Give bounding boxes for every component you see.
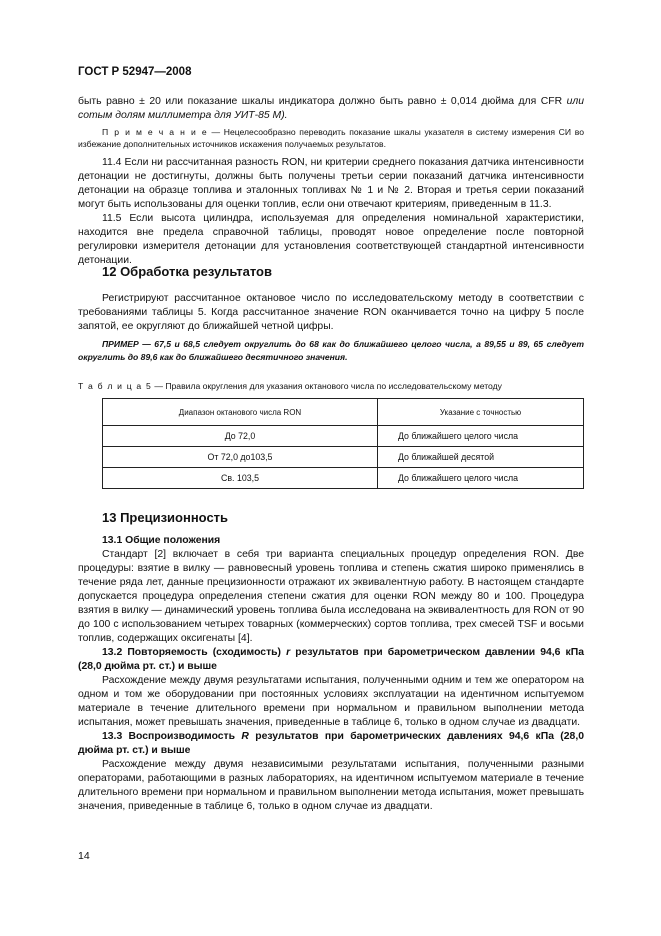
title-part: 13.2 Повторяемость (сходимость)	[102, 647, 287, 658]
table-header-precision: Указание с точностью	[378, 399, 584, 426]
paragraph-continuation	[78, 95, 584, 123]
section-13-1-text: Стандарт [2] включает в себя три варианта специальных процедур определения RON. Две процедуры: взятие в вилку — равновесный уровень топлива и степень сжатия широко применялись в течение ряда лет, данные прецизионности отражают их эквивалентную работу. В настоящем стандарте допускается процедура определения степени сжатия для оценки RON между 80 и 100. Процедура взятия в вилку — динамический уровень топлива была исследована на эквивалентность для RON от 90 до 100 с использованием четырех товарных (коммерческих) сортов топлива, трех смесей TSF и восьми топлив, содержащих оксигенаты [4].	[78, 549, 584, 644]
section-12-paragraph: Регистрируют рассчитанное октановое число по исследовательскому методу в соответствии с требованиями таблицы 5. Когда рассчитанное значение RON оканчивается точно на цифру 5 после запятой, ее округляют до ближайшей четной цифры.	[78, 293, 584, 332]
table-row	[103, 447, 584, 468]
paragraph-italic: или сотым долям миллиметра для УИТ-85 М).	[78, 96, 584, 121]
table-cell: До 72,0	[103, 426, 378, 447]
note-text: — Нецелесообразно переводить показание шкалы указателя в систему измерения СИ во избежание дополнительных источников искажения получаемых результатов.	[78, 127, 584, 149]
section-13-2-title	[78, 646, 584, 674]
table-caption-text: — Правила округления для указания октанового числа по исследовательскому методу	[151, 381, 502, 391]
section-13-2-text: Расхождение между двумя результатами испытания, полученными одним и тем же оператором на одном и том же оборудовании при постоянных условиях эксплуатации на идентичном испытуемом материале в течение длительного времени при нормальном и правильном выполнении метода испытания, может превышать значения, приведенные в таблице 6, только в одном случае из двадцати.	[78, 675, 584, 728]
table-cell: До ближайшего целого числа	[378, 426, 584, 447]
table-row	[103, 468, 584, 489]
table-row	[103, 426, 584, 447]
section-12-title: 12 Обработка результатов	[102, 264, 272, 279]
note-label: П р и м е ч а н и е	[102, 127, 208, 137]
title-symbol: R	[241, 731, 249, 742]
title-symbol: r	[286, 647, 291, 658]
example-text: ПРИМЕР — 67,5 и 68,5 следует округлить до 68 как до ближайшего целого числа, а 89,55 и 89, 65 следует округлить до 89,6 как до ближайшего десятичного значения.	[78, 339, 584, 362]
table-cell: От 72,0 до103,5	[103, 447, 378, 468]
section-13-1-title: 13.1 Общие положения	[102, 535, 221, 546]
table-header-row	[103, 399, 584, 426]
table-cell: До ближайшего целого числа	[378, 468, 584, 489]
section-13-3-title	[78, 730, 584, 758]
paragraph-text: быть равно ± 20 или показание шкалы индикатора должно быть равно ± 0,014 дюйма для CFR	[78, 96, 567, 107]
title-part: 13.3 Воспроизводимость	[102, 731, 242, 742]
table-5-caption	[78, 381, 584, 391]
title-part: результатов при барометрическом давлении 94,6 кПа (28,0 дюйма рт. ст.) и выше	[78, 647, 585, 672]
table-cell: До ближайшей десятой	[378, 447, 584, 468]
page-number: 14	[78, 850, 90, 862]
paragraph-11-5: 11.5 Если высота цилиндра, используемая для определения номинальной характеристики, находится вне предела справочной таблицы, проводят новое определение после повторной регулировки измерителя детонации для установления соответствующей стандартной интенсивности детонации.	[78, 213, 584, 266]
table-caption-label: Т а б л и ц а 5	[78, 381, 152, 391]
section-13-3-text: Расхождение между двумя независимыми результатами испытания, полученными разными операторами, работающими в разных лабораториях, на идентичном испытуемом материале в течение длительного времени при нормальном и правильном выполнении метода испытания, может превышать значения, приведенные в таблице 6, только в одном случае из двадцати.	[78, 759, 584, 812]
document-header: ГОСТ Р 52947—2008	[78, 66, 192, 78]
table-5	[102, 398, 584, 489]
note	[78, 126, 584, 150]
title-part: результатов при барометрических давлениях 94,6 кПа (28,0 дюйма рт. ст.) и выше	[78, 731, 584, 756]
table-header-range: Диапазон октанового числа RON	[103, 399, 378, 426]
paragraph-11-4: 11.4 Если ни рассчитанная разность RON, ни критерии среднего показания датчика интенсивности детонации не достигнуты, должны быть получены третьи серии показаний датчика интенсивности детонации на образце топлива и эталонных топливах № 1 и № 2. Вторая и третья серии показаний могут быть использованы для оценки топлив, если они отвечают критериям, приведенным в 11.3.	[78, 157, 584, 210]
table-cell: Св. 103,5	[103, 468, 378, 489]
section-13-title: 13 Прецизионность	[102, 510, 229, 525]
